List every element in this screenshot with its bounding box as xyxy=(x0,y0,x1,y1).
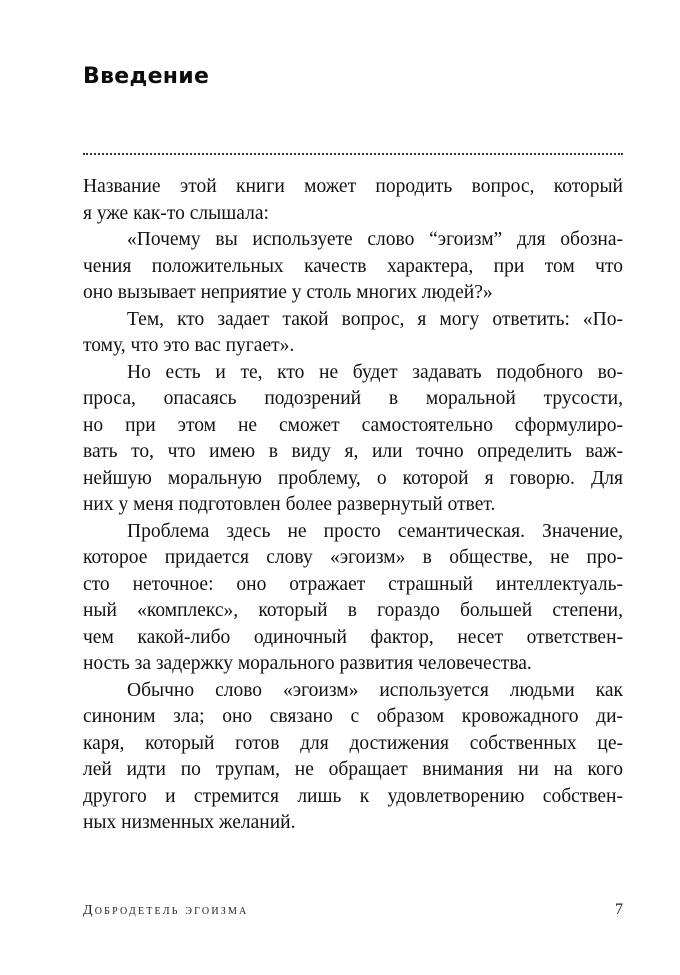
text-line: «Почему вы используете слово “эгоизм” для обозна- xyxy=(127,229,623,250)
text-line: каря, который готов для достижения собственных це- xyxy=(83,732,623,754)
text-line: Проблема здесь не просто семантическая. Значение, xyxy=(127,520,623,542)
text-line: тому, что это вас пугает». xyxy=(83,335,295,356)
text-line: синоним зла; оно связано с образом кровожадного ди- xyxy=(83,706,623,727)
running-footer-title: Добродетель эгоизма xyxy=(83,903,249,918)
text-line: но при этом не сможет самостоятельно сформулиро- xyxy=(83,414,623,436)
text-line: ный «комплекс», который в гораздо большей степени, xyxy=(83,600,623,621)
text-line: Обычно слово «эгоизм» используется людьми как xyxy=(127,679,623,701)
text-line: ных низменных желаний. xyxy=(83,812,296,833)
text-line: нейшую моральную проблему, о которой я говорю. Для xyxy=(83,467,623,489)
text-line: лей идти по трупам, не обращает внимания ни на кого xyxy=(83,759,623,780)
text-line: Но есть и те, кто не будет задавать подобного во- xyxy=(127,361,623,383)
text-line: сто неточное: оно отражает страшный интеллектуаль- xyxy=(83,573,623,595)
text-line: чения положительных качеств характера, при том что xyxy=(83,255,623,277)
text-line: вать то, что имею в виду я, или точно определить важ- xyxy=(83,441,623,462)
page-number: 7 xyxy=(615,901,623,918)
text-line: которое придается слову «эгоизм» в обществе, не про- xyxy=(83,547,623,568)
chapter-title: Введение xyxy=(83,64,210,89)
text-line: другого и стремится лишь к удовлетворению собствен- xyxy=(83,785,623,807)
text-line: них у меня подготовлен более развернутый ответ. xyxy=(83,494,496,515)
text-line: проса, опасаясь подозрений в моральной трусости, xyxy=(83,388,623,409)
text-line: Название этой книги может породить вопрос, который xyxy=(83,176,623,197)
text-line: Тем, кто задает такой вопрос, я могу ответить: «По- xyxy=(127,308,623,330)
text-line: ность за задержку морального развития человечества. xyxy=(83,653,532,674)
text-line: я уже как-то слышала: xyxy=(83,202,269,224)
body-text xyxy=(83,174,623,837)
text-line: оно вызывает неприятие у столь многих людей?» xyxy=(83,282,493,303)
text-line: чем какой-либо одиночный фактор, несет ответствен- xyxy=(83,626,623,648)
dotted-divider xyxy=(83,153,623,155)
